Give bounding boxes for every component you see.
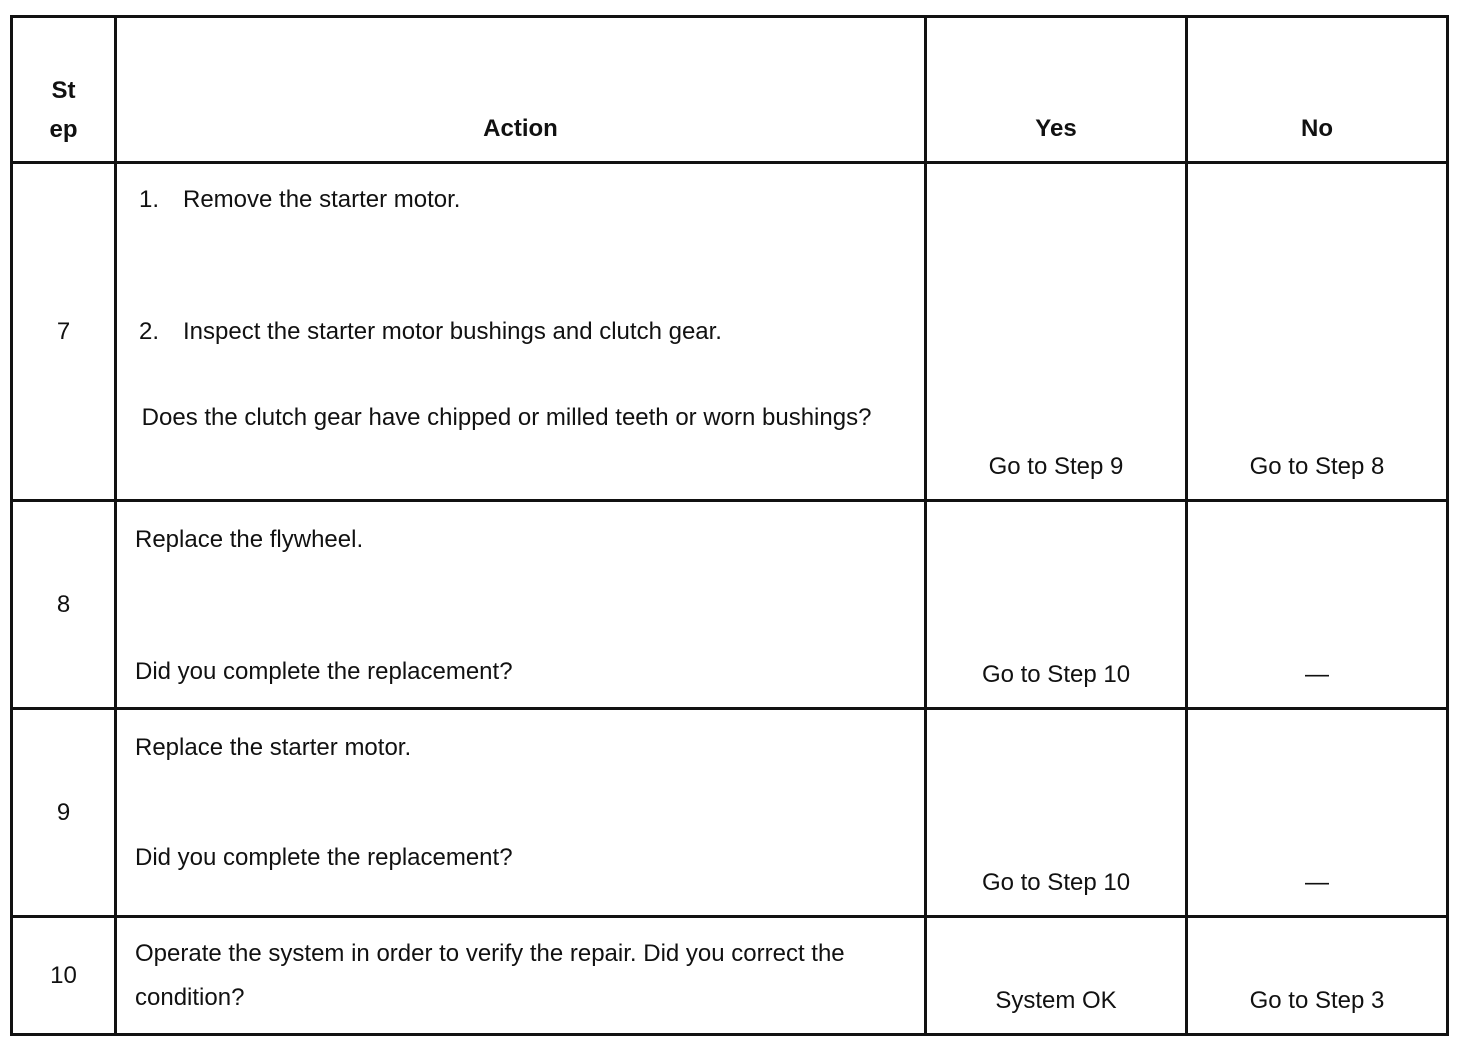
no-result: — xyxy=(1305,661,1329,688)
no-cell xyxy=(1187,163,1448,501)
table-row xyxy=(12,709,1448,917)
no-result: Go to Step 8 xyxy=(1249,453,1385,480)
no-result: — xyxy=(1305,869,1329,896)
step-number: 7 xyxy=(12,163,116,501)
header-row xyxy=(12,17,1448,163)
yes-result: Go to Step 9 xyxy=(988,453,1124,480)
header-step xyxy=(12,17,116,163)
yes-result: System OK xyxy=(995,987,1117,1014)
yes-cell xyxy=(926,163,1187,501)
action-instruction: Replace the starter motor. xyxy=(135,734,412,761)
action-instruction: Replace the flywheel. xyxy=(135,526,364,553)
action-list-item: 2. Inspect the starter motor bushings and clutch gear. xyxy=(139,318,722,345)
yes-cell xyxy=(926,917,1187,1035)
header-step-line2: ep xyxy=(49,116,78,143)
table-row xyxy=(12,917,1448,1035)
no-result: Go to Step 3 xyxy=(1249,987,1385,1014)
table-row xyxy=(12,163,1448,501)
step-number: 10 xyxy=(12,917,116,1035)
no-cell xyxy=(1187,709,1448,917)
action-cell xyxy=(116,917,926,1035)
diagnostic-table xyxy=(10,15,1449,1036)
step-number: 8 xyxy=(12,501,116,709)
action-question: Does the clutch gear have chipped or milled teeth or worn bushings? xyxy=(135,404,872,431)
header-action: Action xyxy=(116,17,926,163)
action-cell xyxy=(116,501,926,709)
header-yes: Yes xyxy=(926,17,1187,163)
yes-result: Go to Step 10 xyxy=(981,869,1131,896)
action-list-item: 1. Remove the starter motor. xyxy=(139,186,461,213)
step-number: 9 xyxy=(12,709,116,917)
table-row xyxy=(12,501,1448,709)
action-cell xyxy=(116,709,926,917)
no-cell xyxy=(1187,501,1448,709)
header-no: No xyxy=(1187,17,1448,163)
yes-cell xyxy=(926,709,1187,917)
header-step-line1: St xyxy=(51,77,76,104)
yes-result: Go to Step 10 xyxy=(981,661,1131,688)
action-question: Did you complete the replacement? xyxy=(135,658,513,685)
no-cell xyxy=(1187,917,1448,1035)
yes-cell xyxy=(926,501,1187,709)
action-question: Operate the system in order to verify the repair. Did you correct the condition? xyxy=(135,940,845,1011)
action-cell xyxy=(116,163,926,501)
action-question: Did you complete the replacement? xyxy=(135,844,513,871)
